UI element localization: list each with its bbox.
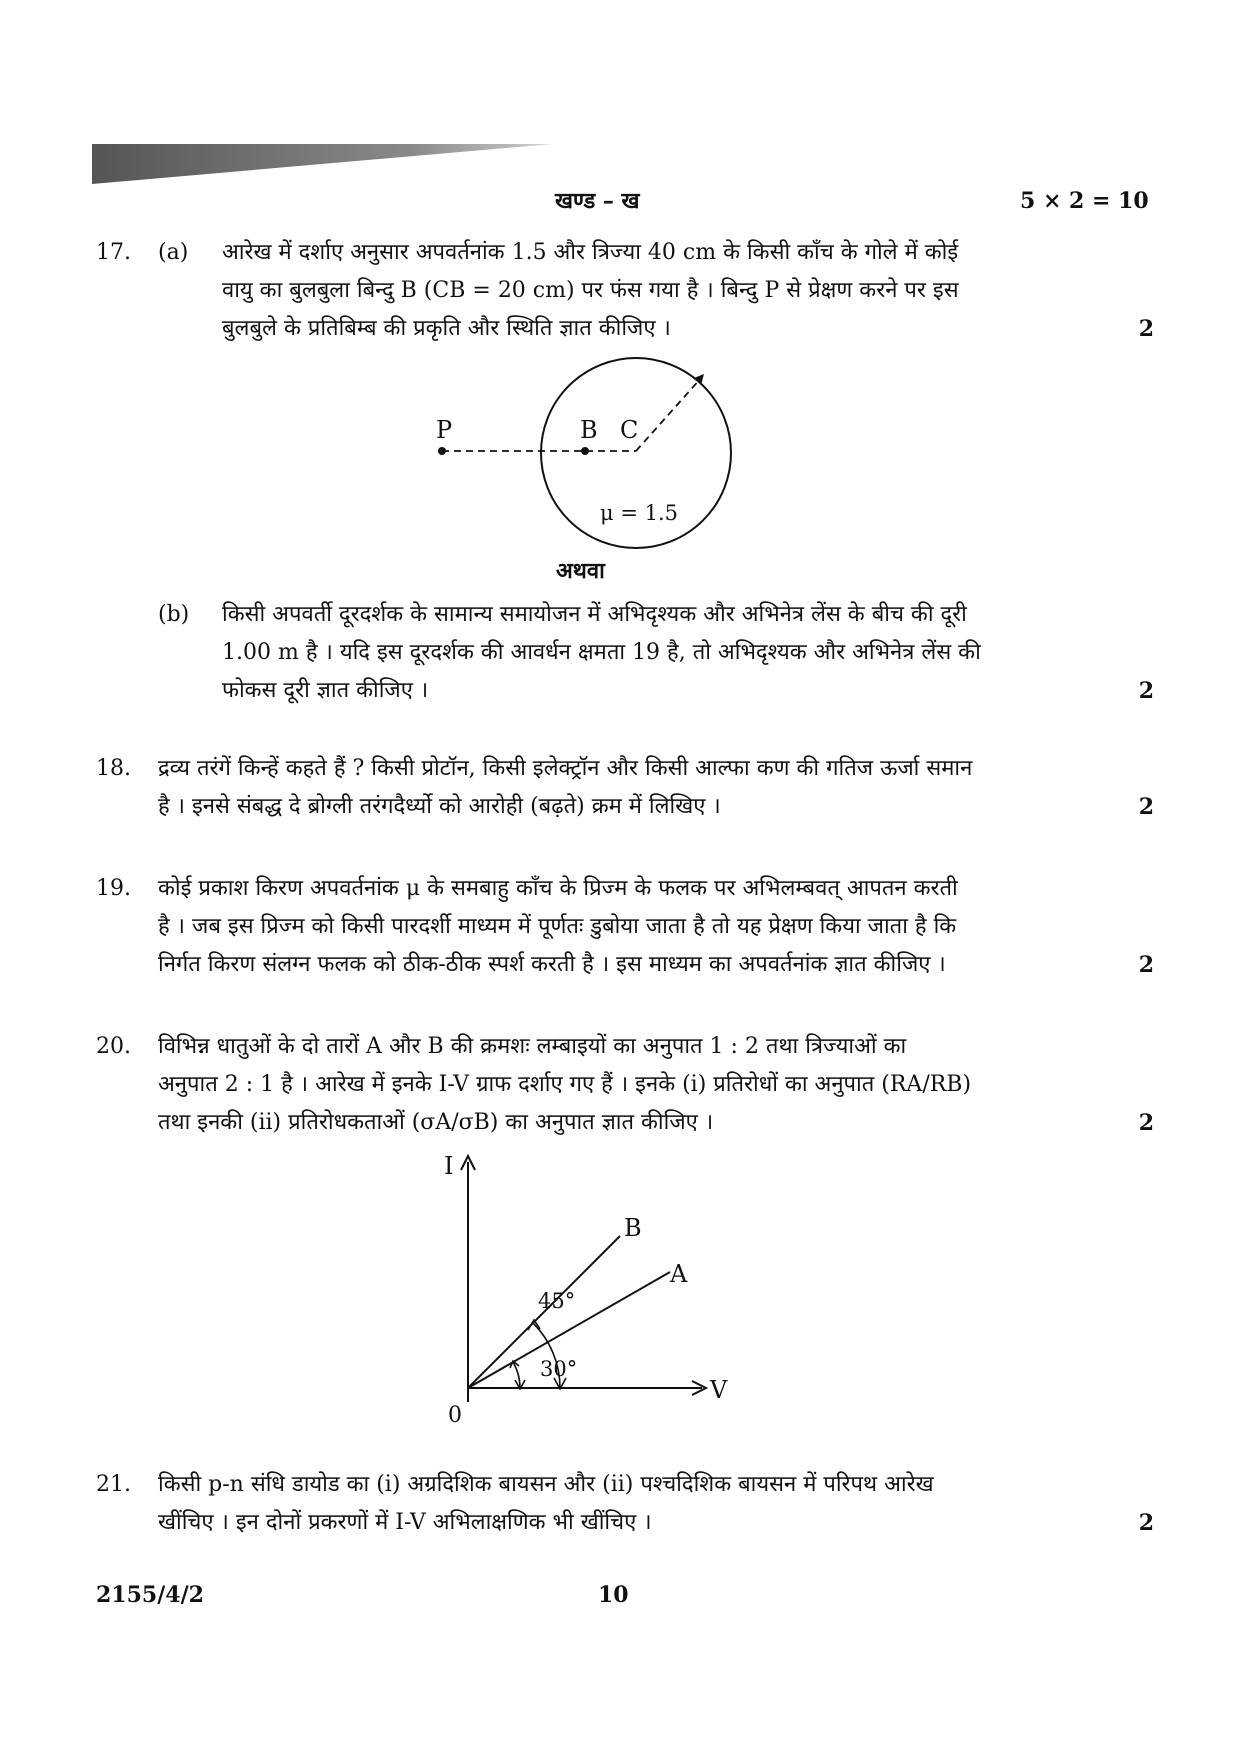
x-axis-label: V	[710, 1376, 728, 1404]
q19-line-2: है । जब इस प्रिज्म को किसी पारदर्शी माध्यम में पूर्णतः डुबोया जाता है तो यह प्रेक्षण किया जाता है कि	[158, 914, 957, 939]
origin-label: 0	[448, 1403, 462, 1428]
point-p-label: P	[436, 416, 453, 444]
point-c-label: C	[620, 416, 639, 444]
sphere-figure	[420, 350, 740, 560]
q17b-marks: 2	[1138, 678, 1154, 704]
q21-marks: 2	[1138, 1510, 1154, 1536]
q18-line-2: है । इनसे संबद्ध दे ब्रोग्ली तरंगदैर्ध्यो को आरोही (बढ़ते) क्रम में लिखिए ।	[158, 794, 721, 819]
q18-marks: 2	[1138, 794, 1154, 820]
refractive-index-label: μ = 1.5	[600, 501, 678, 525]
point-b-label: B	[580, 416, 598, 444]
q17a-line-2: वायु का बुलबुला बिन्दु B (CB = 20 cm) पर फंस गया है । बिन्दु P से प्रेक्षण करने पर इस	[222, 278, 959, 303]
q17a-marks: 2	[1138, 316, 1154, 342]
q20-line-3: तथा इनकी (ii) प्रतिरोधकताओं (σA/σB) का अनुपात ज्ञात कीजिए ।	[158, 1110, 714, 1135]
q17b-line-1: किसी अपवर्ती दूरदर्शक के सामान्य समायोजन में अभिदृश्यक और अभिनेत्र लेंस के बीच की दूरी	[222, 602, 967, 627]
question-number-17: 17.	[96, 240, 131, 265]
q21-line-1: किसी p-n संधि डायोड का (i) अग्रदिशिक बायसन और (ii) पश्चदिशिक बायसन में परिपथ आरेख	[158, 1472, 934, 1497]
angle-45-label: 45°	[538, 1289, 576, 1313]
q17b-label: (b)	[158, 602, 190, 627]
point-p-dot	[438, 447, 446, 455]
q17a-label: (a)	[158, 240, 189, 265]
section-title: खण्ड – ख	[555, 188, 640, 214]
question-number-19: 19.	[96, 876, 131, 901]
q19-marks: 2	[1138, 952, 1154, 978]
q19-line-1: कोई प्रकाश किरण अपवर्तनांक μ के समबाहु काँच के प्रिज्म के फलक पर अभिलम्बवत् आपतन करती	[158, 876, 958, 901]
angle-30-label: 30°	[540, 1357, 578, 1381]
y-axis-label: I	[444, 1152, 454, 1180]
iv-graph	[430, 1140, 750, 1430]
paper-code: 2155/4/2	[96, 1582, 204, 1608]
line-b-label: B	[624, 1214, 642, 1242]
q20-marks: 2	[1138, 1110, 1154, 1136]
header-band	[92, 140, 552, 186]
question-number-21: 21.	[96, 1472, 131, 1497]
radius-arrow-line	[636, 377, 702, 451]
q17a-line-3: बुलबुले के प्रतिबिम्ब की प्रकृति और स्थिति ज्ञात कीजिए ।	[222, 316, 671, 341]
q20-line-2: अनुपात 2 : 1 है । आरेख में इनके I-V ग्राफ दर्शाए गए हैं । इनके (i) प्रतिरोधों का अनुपात (RA/RB)	[158, 1072, 972, 1097]
q19-line-3: निर्गत किरण संलग्न फलक को ठीक-ठीक स्पर्श करती है । इस माध्यम का अपवर्तनांक ज्ञात कीजिए ।	[158, 952, 946, 977]
question-number-18: 18.	[96, 756, 131, 781]
page-number: 10	[598, 1582, 629, 1608]
point-b-dot	[581, 447, 589, 455]
q17b-line-2: 1.00 m है । यदि इस दूरदर्शक की आवर्धन क्षमता 19 है, तो अभिदृश्यक और अभिनेत्र लेंस की	[222, 640, 981, 665]
q21-line-2: खींचिए । इन दोनों प्रकरणों में I-V अभिलाक्षणिक भी खींचिए ।	[158, 1510, 652, 1535]
or-label: अथवा	[556, 558, 605, 584]
section-marks: 5 × 2 = 10	[1020, 188, 1149, 214]
q20-line-1: विभिन्न धातुओं के दो तारों A और B की क्रमशः लम्बाइयों का अनुपात 1 : 2 तथा त्रिज्याओं का	[158, 1034, 907, 1059]
line-a-label: A	[670, 1260, 688, 1288]
question-number-20: 20.	[96, 1034, 131, 1059]
q17b-line-3: फोकस दूरी ज्ञात कीजिए ।	[222, 678, 429, 703]
q18-line-1: द्रव्य तरंगें किन्हें कहते हैं ? किसी प्रोटॉन, किसी इलेक्ट्रॉन और किसी आल्फा कण की गतिज ऊर्जा समान	[158, 756, 973, 781]
q17a-line-1: आरेख में दर्शाए अनुसार अपवर्तनांक 1.5 और त्रिज्या 40 cm के किसी काँच के गोले में कोई	[222, 240, 959, 265]
